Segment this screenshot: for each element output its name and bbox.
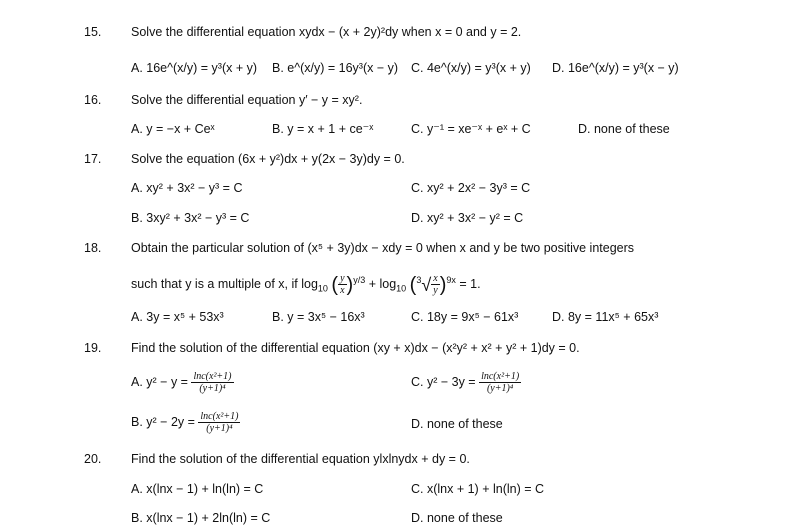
- question-number: 18.: [84, 241, 102, 255]
- question-text: Solve the equation (6x + y²)dx + y(2x − 3y)dy = 0.: [131, 152, 405, 166]
- question-text: Find the solution of the differential equation (xy + x)dx − (x²y² + x² + y² + 1)dy = 0.: [131, 341, 580, 355]
- option-d: D. none of these: [411, 417, 503, 431]
- question-number: 15.: [84, 25, 102, 39]
- fraction-y-over-x: $\frac{y}{x}$: [340, 273, 345, 297]
- option-d: D. 16e^(x/y) = y³(x − y): [552, 61, 679, 75]
- fraction-x-over-y: $\frac{x}{y}$: [433, 273, 438, 297]
- option-a: A. 3y = x⁵ + 53x³: [131, 310, 224, 324]
- option-d: D. none of these: [411, 511, 503, 525]
- option-label: C. y² − 3y =: [411, 375, 476, 389]
- paren-close: ): [346, 273, 354, 296]
- option-a: A. xy² + 3x² − y³ = C: [131, 181, 243, 195]
- paren-open: (: [409, 273, 417, 296]
- question-number: 17.: [84, 152, 102, 166]
- option-d: D. 8y = 11x⁵ + 65x³: [552, 310, 659, 324]
- option-d: D. xy² + 3x² − y² = C: [411, 211, 524, 225]
- question-number: 20.: [84, 452, 102, 466]
- question-text: Solve the differential equation y′ − y = xy².: [131, 93, 363, 107]
- option-a: A. y = −x + Ceˣ: [131, 122, 215, 136]
- option-a: [131, 368, 234, 396]
- question-text-continued: such that y is a multiple of x, if $\log_{10}$ ( $\frac{y}{x}$ )$^{y/3} + \log_{10} (^3√$ $\frac{x}{y}$ )$^{9x}$ = 1.: [131, 273, 481, 297]
- option-fraction: $\frac{\text{lnc(x²+1)}}{\text{(y+1)⁴}}$: [481, 371, 520, 395]
- option-fraction: $\frac{\text{lnc(x²+1)}}{\text{(y+1)⁴}}$: [193, 371, 232, 395]
- question-number: 16.: [84, 93, 102, 107]
- option-b: B. 3xy² + 3x² − y³ = C: [131, 211, 250, 225]
- option-c: C. xy² + 2x² − 3y³ = C: [411, 181, 531, 195]
- option-b: B. y = 3x⁵ − 16x³: [272, 310, 365, 324]
- question-number: 19.: [84, 341, 102, 355]
- option-a: A. 16e^(x/y) = y³(x + y): [131, 61, 258, 75]
- option-b: B. e^(x/y) = 16y³(x − y): [272, 61, 399, 75]
- question-text: Solve the differential equation xydx − (x + 2y)²dy when x = 0 and y = 2.: [131, 25, 522, 39]
- question-text-part: + log: [368, 277, 397, 292]
- paren-open: (: [331, 273, 339, 296]
- option-b: [131, 408, 240, 436]
- option-fraction: $\frac{\text{lnc(x²+1)}}{\text{(y+1)⁴}}$: [200, 411, 239, 435]
- option-c: C. 4e^(x/y) = y³(x + y): [411, 61, 531, 75]
- option-b: B. x(lnx − 1) + 2ln(ln) = C: [131, 511, 271, 525]
- option-label: A. y² − y =: [131, 375, 188, 389]
- sqrt-icon: √: [421, 274, 432, 295]
- option-d: D. none of these: [578, 122, 670, 136]
- option-c: C. 18y = 9x⁵ − 61x³: [411, 310, 519, 324]
- option-c: C. x(lnx + 1) + ln(ln) = C: [411, 482, 545, 496]
- question-text: Find the solution of the differential equation ylxlnydx + dy = 0.: [131, 452, 470, 466]
- option-c: C. y⁻¹ = xe⁻ˣ + eˣ + C: [411, 122, 531, 136]
- option-a: A. x(lnx − 1) + ln(ln) = C: [131, 482, 264, 496]
- option-c: [411, 368, 521, 396]
- option-label: B. y² − 2y =: [131, 415, 195, 429]
- question-text: Obtain the particular solution of (x⁵ + 3y)dx − xdy = 0 when x and y be two positive integers: [131, 241, 635, 255]
- option-b: B. y = x + 1 + ce⁻ˣ: [272, 122, 374, 136]
- question-text-part: such that y is a multiple of x, if log: [131, 277, 318, 292]
- paren-close: ): [439, 273, 447, 296]
- question-text-part: = 1.: [459, 277, 481, 292]
